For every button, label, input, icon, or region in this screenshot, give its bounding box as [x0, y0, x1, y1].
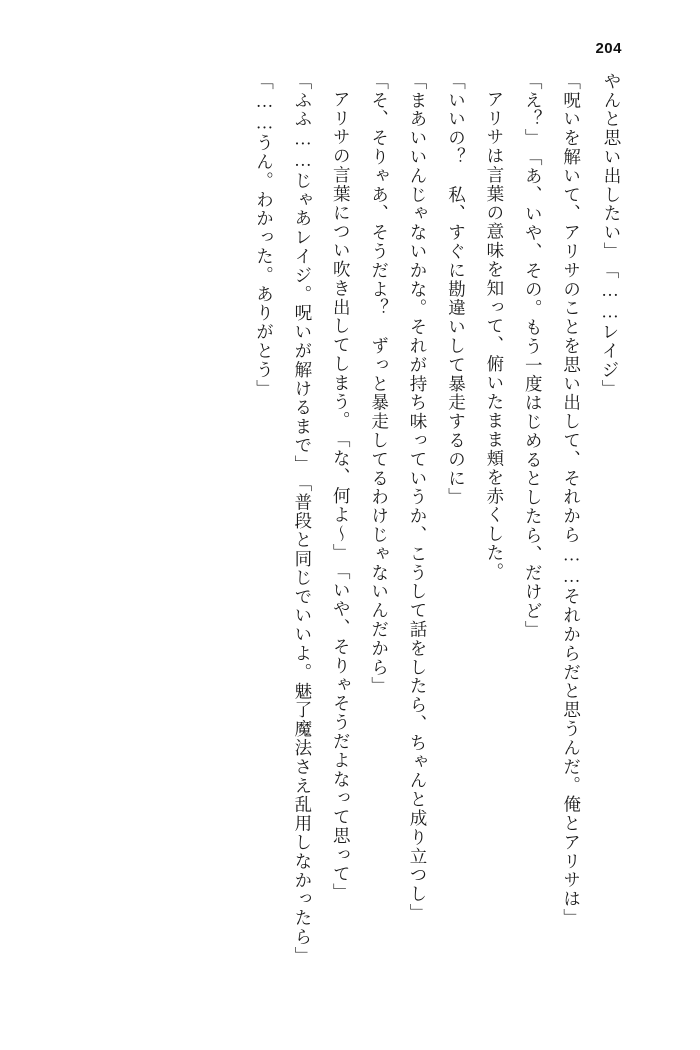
paragraph: 「普段と同じでいいよ。魅了魔法さえ乱用しなかったら」	[292, 473, 313, 966]
page-number: 204	[595, 40, 622, 57]
paragraph: 「呪いを解いて、アリサのことを思い出して、それから……それからだと思うんだ。俺とアリサは」	[561, 72, 582, 928]
page-text-body	[60, 72, 630, 992]
paragraph: やんと思い出したい」	[602, 72, 622, 261]
paragraph: アリサの言葉につい吹き出してしまう。	[331, 89, 352, 430]
paragraph: アリサは言葉の意味を知って、俯いたまま頬を赤くした。	[484, 89, 505, 581]
paragraph: 「あ、いや、その。もう一度はじめるとしたら、だけど」	[523, 147, 544, 640]
paragraph: 「ふふ……じゃあレイジ。呪いが解けるまで」	[292, 72, 313, 474]
paragraph: 「いや、そりゃそうだよなって思って」	[331, 562, 352, 903]
paragraph: 「いいの？ 私、すぐに勘違いして暴走するのに」	[446, 72, 467, 507]
paragraph: 「そ、そりゃあ、そうだよ？ ずっと暴走してるわけじゃないんだから」	[369, 72, 390, 696]
paragraph: 「な、何よ〜」	[331, 429, 352, 563]
paragraph: 「え？」	[523, 72, 544, 148]
paragraph: 「……レイジ」	[600, 261, 620, 399]
paragraph: 「……うん。わかった。ありがとう」	[254, 72, 275, 399]
paragraph: 「まあいいんじゃないかな。それが持ち味っていうか、こうして話をしたら、ちゃんと成り立つし」	[408, 72, 429, 923]
